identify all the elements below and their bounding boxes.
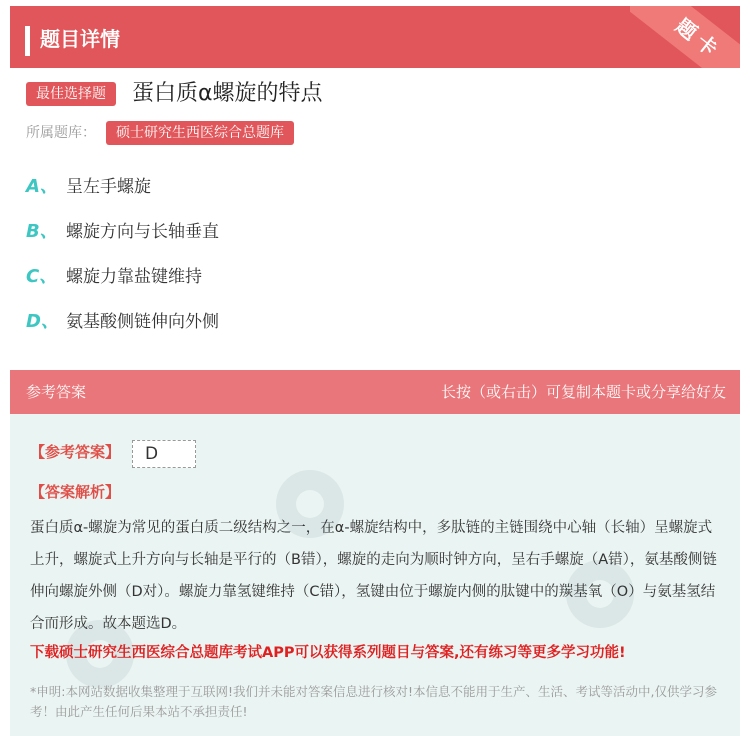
option-text: 氨基酸侧链伸向外侧: [66, 312, 219, 332]
disclaimer-text: *申明:本网站数据收集整理于互联网!我们并未能对答案信息进行核对!本信息不能用于生产、生活、考试等活动中,仅供学习参考！由此产生任何后果本站不承担责任!: [30, 684, 717, 719]
page-title: 题目详情: [40, 27, 120, 51]
question-title: 蛋白质α螺旋的特点: [132, 81, 323, 106]
option-letter: A、: [26, 176, 58, 197]
library-link[interactable]: 硕士研究生西医综合总题库: [106, 121, 294, 145]
explanation-text: 蛋白质α-螺旋为常见的蛋白质二级结构之一，在α-螺旋结构中，多肽链的主链围绕中心轴（长轴）呈螺旋式上升，螺旋式上升方向与长轴是平行的（B错），螺旋的走向为顺时钟方向，呈右手螺旋（A错），氨基酸侧链伸向螺旋外侧（D对）。螺旋力靠氢键维持（C错），氢键由位于螺旋内侧的肽键中的羰基氧（O）与氨基氢结合而形成。故本题选D。: [30, 520, 717, 632]
header-accent-bar: [25, 26, 30, 56]
page-header: [10, 6, 740, 68]
download-promo-link[interactable]: 下载硕士研究生西医综合总题库考试APP可以获得系列题目与答案,还有练习等更多学习功能!: [30, 645, 626, 661]
question-card: [10, 68, 740, 368]
option-c[interactable]: [26, 262, 202, 292]
library-label: 所属题库：: [26, 125, 96, 141]
option-a[interactable]: [26, 172, 151, 202]
option-letter: D、: [26, 311, 59, 332]
answer-header: [10, 370, 740, 414]
share-hint: 长按（或右击）可复制本题卡或分享给好友: [440, 383, 726, 401]
option-text: 螺旋方向与长轴垂直: [66, 222, 219, 242]
option-letter: C、: [26, 266, 58, 287]
option-b[interactable]: [26, 217, 219, 247]
corner-ribbon: 题卡: [630, 6, 740, 86]
answer-label: 【参考答案】: [30, 443, 121, 461]
answer-card: [10, 414, 740, 736]
option-text: 螺旋力靠盐键维持: [66, 267, 202, 287]
option-letter: B、: [26, 221, 58, 242]
option-text: 呈左手螺旋: [66, 177, 151, 197]
option-d[interactable]: [26, 307, 219, 337]
question-type-tag: 最佳选择题: [26, 82, 116, 106]
answer-value: D: [132, 440, 196, 468]
explanation-label: 【答案解析】: [30, 483, 121, 501]
answer-header-title: 参考答案: [26, 383, 87, 401]
